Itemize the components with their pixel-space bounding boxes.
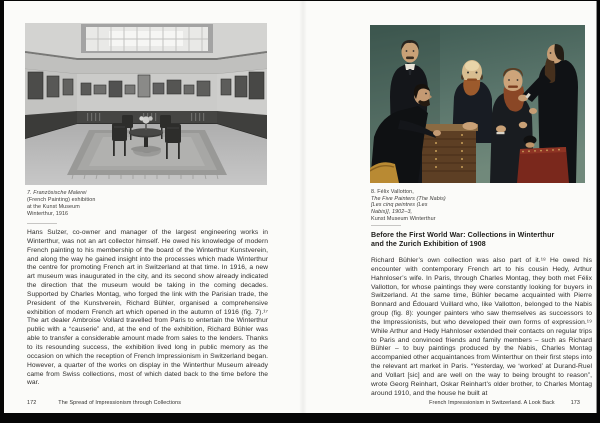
section-heading — [371, 231, 595, 249]
section-heading-line: and the Zurich Exhibition of 1908 — [371, 240, 486, 249]
caption-line: 7. Französische Malerei — [27, 190, 87, 196]
right-figure-caption — [371, 189, 446, 223]
right-page-paragraph: Richard Bühler’s own collection was also part of it.¹⁸ He owed his encounter with contemporary French art to his cousin Hedy, Arthur Hahnloser’s wife. In Paris, through Charles Montag, they both met Félix Vallotton, for whose paintings they were constantly looking for buyers in Switzerland. At the same time, Bühler became acquainted with Pierre Bonnard and Édouard Vuillard who, like Vallotton, belonged to the Nabis group (fig. 8): younger painters who saw themselves as successors to the Impressionists, but who developed their own forms of expression.¹⁹ While Arthur and Hedy Hahnloser extended their contacts on regular trips to Paris and convinced friends and family members – such as Richard Bühler – to buy paintings produced by the Nabis, Charles Montag accompanied other acquaintances from Winterthur on their first steps into the relevant art market in Paris. “Yesterday, we ‘worked’ at Durand-Ruel and Vollart [sic] and are well on the way to being brought to reason”, wrote Georg Reinhart, Oskar Reinhart’s older brother, to Charles Montag around 1910, and the house he built at — [371, 257, 592, 397]
open-book-spread — [4, 1, 597, 413]
section-heading-line: Before the First World War: Collections in Winterthur — [371, 231, 555, 239]
caption-line: [Les cinq peintres (Les — [371, 202, 428, 209]
caption-divider-rule — [27, 223, 57, 224]
page-gutter — [299, 1, 307, 413]
running-title: The Spread of Impressionism through Collections — [58, 400, 182, 406]
caption-line: The Five Painters (The Nabis) — [371, 195, 446, 202]
caption-line: (French Painting) exhibition — [27, 197, 96, 204]
left-page-paragraph: Hans Sulzer, co-owner and manager of the largest engineering works in Winterthur, was not an art collector himself. He owed his knowledge of modern French painting to his membership of the board of the Winterthur Kunstverein, and along the way he gained insight into the processes which made Winterthur the centre for promoting French art in Switzerland at that time. In 1916, a new art museum was inaugurated in the city, and its second show already indicated the direction that the museum would be taking in the coming decades. Supported by Charles Montag, who forged the link with the Parisian trade, the President of the Kunstverein, Richard Bühler, organised a comprehensive exhibition of modern French art which opened in the autumn of 1916 (fig. 7).¹⁷ The art dealer Ambroise Vollard travelled from Paris to entertain the Winterthur public with a “causerie” and, at the end of the exhibition, Richard Bühler was able to transfer a considerable amount made from sales to the lenders. Thanks to its resounding success, the exhibition lived long in public memory as the occasion on which the reception of French Impressionism in Switzerland began. However, a quarter of the works on display in the Winterthur Museum already came from Swiss collections, most of which dated back to the time before the war. — [27, 229, 268, 387]
caption-line: at the Kunst Museum — [27, 204, 80, 211]
caption-divider-rule — [371, 225, 401, 226]
left-figure-caption — [27, 190, 95, 218]
right-page-footer — [429, 400, 580, 406]
caption-line: Kunst Museum Winterthur — [371, 215, 436, 222]
caption-line: Nabis)], 1902–3, — [371, 209, 413, 216]
running-title: French Impressionism in Switzerland. A Look Back — [429, 400, 555, 406]
caption-line: 8. Félix Vallotton, — [371, 189, 414, 195]
vallotton-five-painters-painting — [370, 25, 585, 183]
caption-line: Winterthur, 1916 — [27, 211, 69, 218]
left-page-footer — [27, 400, 181, 406]
gallery-photograph — [25, 23, 267, 185]
page-number: 173 — [570, 400, 580, 406]
page-number: 172 — [27, 400, 37, 406]
